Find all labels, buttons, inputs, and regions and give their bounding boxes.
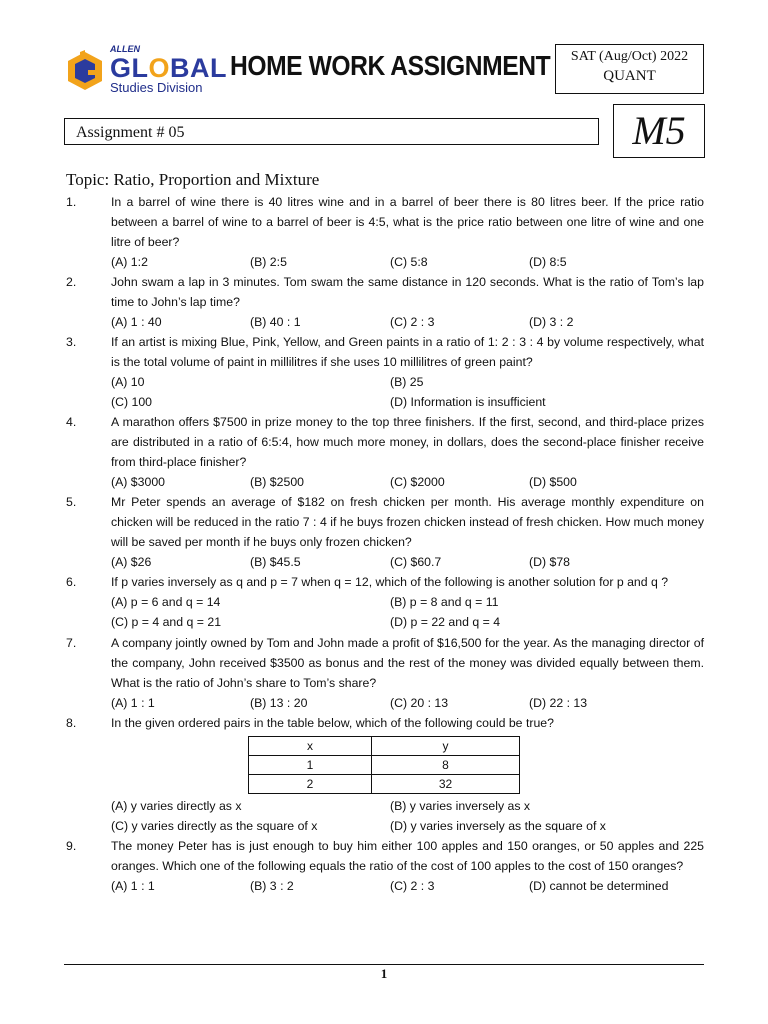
option-d: (D) 8:5 bbox=[529, 255, 567, 269]
options bbox=[111, 312, 704, 332]
question-stem: In a barrel of wine there is 40 litres wine and in a barrel of beer there is 80 litres beer. If the price ratio between a barrel of wine to a barrel of beer is 4:5, what is the price ratio between one litre of wine and one litre of beer? bbox=[111, 195, 704, 249]
option-a: (A) $26 bbox=[111, 555, 152, 569]
options bbox=[111, 592, 704, 612]
options bbox=[111, 252, 704, 272]
question-stem: A marathon offers $7500 in prize money to the top three finishers. If the first, second, and third-place prizes are distributed in a ratio of 6:5:4, how much more money, in dollars, does the second-place finisher receive from third-place finisher? bbox=[111, 415, 704, 469]
topic-heading: Topic: Ratio, Proportion and Mixture bbox=[66, 170, 320, 189]
question-8-options bbox=[66, 796, 704, 836]
option-d: (D) cannot be determined bbox=[529, 879, 669, 893]
option-b: (B) $45.5 bbox=[250, 555, 301, 569]
option-c: (C) p = 4 and q = 21 bbox=[111, 615, 222, 629]
option-d: (D) y varies inversely as the square of x bbox=[390, 819, 606, 833]
question-number: 6. bbox=[66, 575, 77, 589]
module-label: M5 bbox=[613, 104, 705, 158]
option-b: (B) $2500 bbox=[250, 475, 305, 489]
allen-global-logo bbox=[66, 44, 226, 96]
question-stem: In the given ordered pairs in the table below, which of the following could be true? bbox=[111, 716, 554, 730]
option-b: (B) 25 bbox=[390, 375, 424, 389]
option-c: (C) y varies directly as the square of x bbox=[111, 819, 318, 833]
option-d: (D) p = 22 and q = 4 bbox=[390, 615, 501, 629]
options bbox=[111, 552, 704, 572]
logo-division-text: Studies Division bbox=[110, 80, 203, 95]
question-number: 1. bbox=[66, 195, 77, 209]
option-d: (D) 3 : 2 bbox=[529, 315, 574, 329]
exam-name: SAT (Aug/Oct) 2022 bbox=[570, 49, 689, 64]
question-1 bbox=[66, 192, 704, 272]
page-number: 1 bbox=[380, 966, 388, 981]
option-b: (B) p = 8 and q = 11 bbox=[390, 595, 499, 609]
option-a: (A) $3000 bbox=[111, 475, 166, 489]
exam-section: QUANT bbox=[603, 68, 656, 84]
question-number: 7. bbox=[66, 636, 77, 650]
question-9 bbox=[66, 836, 704, 896]
table-row bbox=[249, 775, 520, 794]
exam-box bbox=[555, 44, 704, 94]
question-number: 9. bbox=[66, 839, 77, 853]
question-7 bbox=[66, 633, 704, 713]
option-d: (D) 22 : 13 bbox=[529, 696, 588, 710]
question-stem: A company jointly owned by Tom and John made a profit of $16,500 for the year. As the managing director of the company, John received $3500 as bonus and the rest of the money was divided equally between them. What is the ratio of John’s share to Tom’s share? bbox=[111, 636, 704, 690]
option-b: (B) 13 : 20 bbox=[250, 696, 308, 710]
option-c: (C) 100 bbox=[111, 395, 153, 409]
option-a: (A) p = 6 and q = 14 bbox=[111, 595, 221, 609]
logo-brand-accent-letter: O bbox=[148, 53, 171, 83]
ordered-pairs-table bbox=[248, 736, 520, 794]
option-a: (A) 1 : 1 bbox=[111, 696, 155, 710]
options bbox=[111, 693, 704, 713]
options bbox=[111, 472, 704, 492]
table-header: y bbox=[372, 737, 520, 756]
option-b: (B) 40 : 1 bbox=[250, 315, 301, 329]
question-number: 3. bbox=[66, 335, 77, 349]
option-c: (C) 5:8 bbox=[390, 255, 428, 269]
logo-brand-text: GLOBAL bbox=[110, 53, 228, 83]
table-cell: 32 bbox=[372, 775, 520, 794]
assignment-number: Assignment # 05 bbox=[64, 118, 599, 145]
option-a: (A) 1 : 1 bbox=[111, 879, 155, 893]
options bbox=[111, 876, 704, 896]
question-2 bbox=[66, 272, 704, 332]
question-stem: The money Peter has is just enough to buy him either 100 apples and 150 oranges, or 50 apples and 225 oranges. Which one of the following equals the ratio of the cost of 100 apples to the cost of 150 oranges? bbox=[111, 839, 704, 873]
question-number: 5. bbox=[66, 495, 77, 509]
option-d: (D) $78 bbox=[529, 555, 571, 569]
option-b: (B) y varies inversely as x bbox=[390, 799, 531, 813]
table-row bbox=[249, 756, 520, 775]
option-b: (B) 2:5 bbox=[250, 255, 287, 269]
option-c: (C) 2 : 3 bbox=[390, 315, 435, 329]
table-cell: 8 bbox=[372, 756, 520, 775]
option-a: (A) 1:2 bbox=[111, 255, 148, 269]
option-a: (A) y varies directly as x bbox=[111, 799, 242, 813]
question-stem: If an artist is mixing Blue, Pink, Yellow, and Green paints in a ratio of 1: 2 : 3 : 4 by volume respectively, what is the total volume of paint in millilitres if she uses 10 millilitres of green paint? bbox=[111, 335, 704, 369]
options bbox=[111, 796, 704, 816]
option-d: (D) Information is insufficient bbox=[390, 395, 546, 409]
page-title: HOME WORK ASSIGNMENT bbox=[230, 50, 551, 81]
question-6 bbox=[66, 572, 704, 632]
question-stem: Mr Peter spends an average of $182 on fresh chicken per month. His average monthly expenditure on chicken will be reduced in the ratio 7 : 4 if he buys frozen chicken instead of fresh chicken. How much money will be saved per month if he buys only frozen chicken? bbox=[111, 495, 704, 549]
question-stem: John swam a lap in 3 minutes. Tom swam the same distance in 120 seconds. What is the ratio of Tom’s lap time to John’s lap time? bbox=[111, 275, 704, 309]
logo-mark-icon bbox=[66, 50, 104, 92]
question-4 bbox=[66, 412, 704, 492]
option-c: (C) $2000 bbox=[390, 475, 445, 489]
table-header-row bbox=[249, 737, 520, 756]
question-stem: If p varies inversely as q and p = 7 when q = 12, which of the following is another solution for p and q ? bbox=[111, 575, 669, 589]
question-3 bbox=[66, 332, 704, 412]
option-c: (C) 20 : 13 bbox=[390, 696, 449, 710]
question-8 bbox=[66, 713, 704, 733]
option-c: (C) $60.7 bbox=[390, 555, 442, 569]
table-cell: 1 bbox=[249, 756, 372, 775]
question-number: 4. bbox=[66, 415, 77, 429]
options bbox=[111, 612, 704, 632]
options bbox=[111, 392, 704, 412]
table-header: x bbox=[249, 737, 372, 756]
option-a: (A) 1 : 40 bbox=[111, 315, 162, 329]
table-cell: 2 bbox=[249, 775, 372, 794]
option-d: (D) $500 bbox=[529, 475, 577, 489]
option-c: (C) 2 : 3 bbox=[390, 879, 435, 893]
question-number: 2. bbox=[66, 275, 77, 289]
option-b: (B) 3 : 2 bbox=[250, 879, 294, 893]
logo-allen-text: ALLEN bbox=[110, 44, 140, 54]
options bbox=[111, 816, 704, 836]
question-number: 8. bbox=[66, 716, 77, 730]
footer-divider bbox=[64, 964, 704, 965]
options bbox=[111, 372, 704, 392]
option-a: (A) 10 bbox=[111, 375, 145, 389]
question-5 bbox=[66, 492, 704, 572]
